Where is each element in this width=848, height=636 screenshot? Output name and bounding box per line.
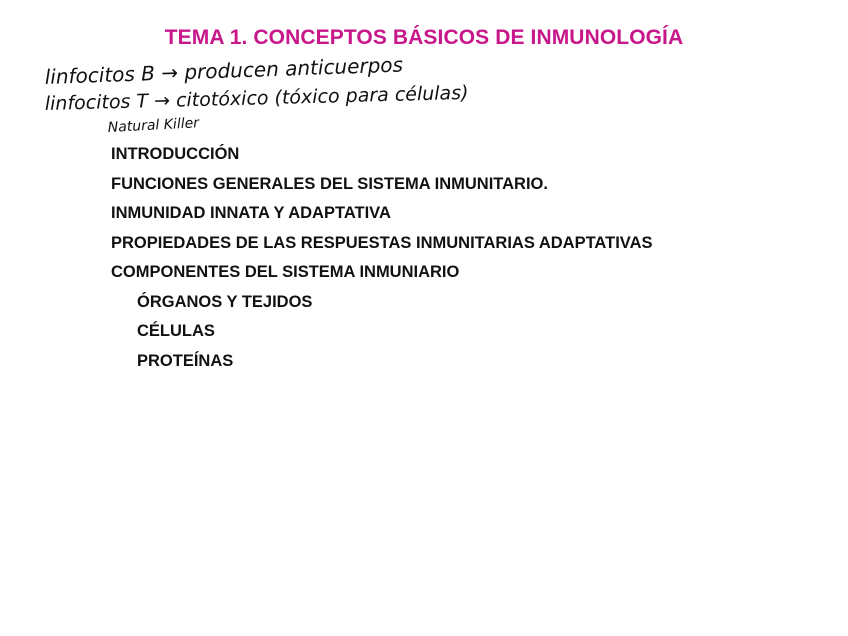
outline-item: INMUNIDAD INNATA Y ADAPTATIVA	[111, 204, 391, 222]
handwritten-note-line: linfocitos T → citotóxico (tóxico para células)	[44, 81, 469, 115]
outline-subitem: ÓRGANOS Y TEJIDOS	[137, 293, 313, 311]
outline-subitem: CÉLULAS	[137, 322, 215, 340]
handwritten-note-line: Natural Killer	[107, 115, 200, 136]
page-title: TEMA 1. CONCEPTOS BÁSICOS DE INMUNOLOGÍA	[164, 26, 684, 49]
outline-subitem: PROTEÍNAS	[137, 352, 234, 370]
outline-item: INTRODUCCIÓN	[111, 145, 240, 163]
handwritten-note-line: linfocitos B → producen anticuerpos	[44, 52, 404, 89]
outline-item: PROPIEDADES DE LAS RESPUESTAS INMUNITARIAS ADAPTATIVAS	[111, 234, 653, 252]
outline-item: FUNCIONES GENERALES DEL SISTEMA INMUNITARIO.	[111, 175, 548, 193]
outline-item: COMPONENTES DEL SISTEMA INMUNIARIO	[111, 263, 460, 281]
handwritten-notes	[0, 0, 848, 145]
